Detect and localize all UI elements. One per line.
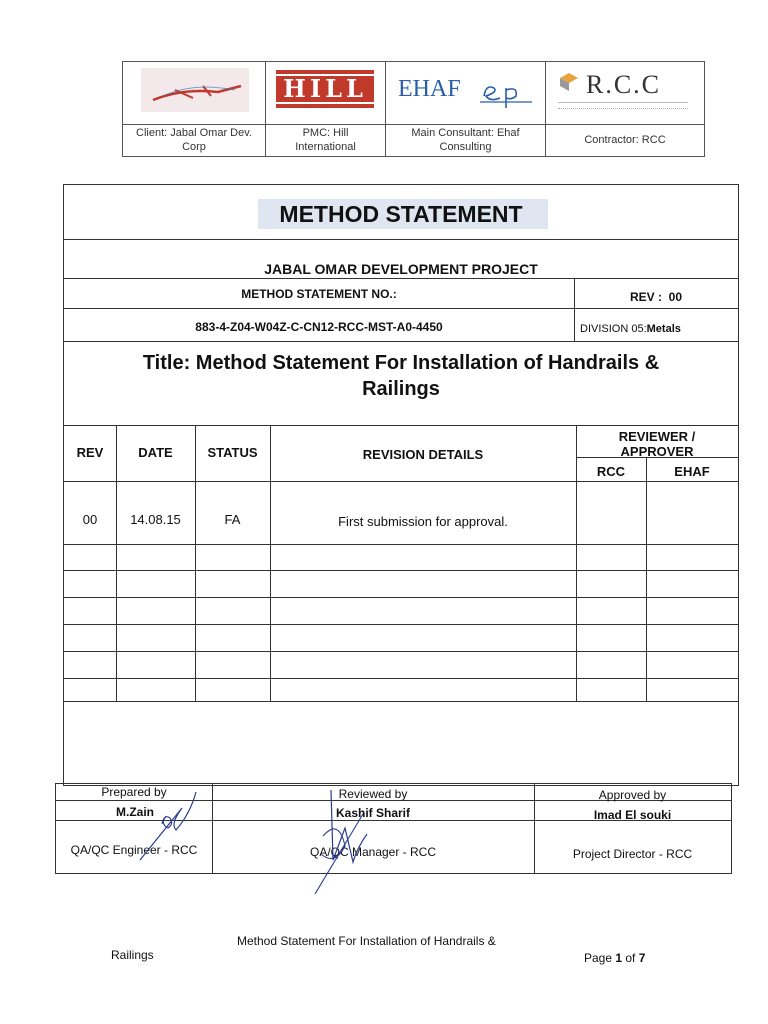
- page-title: METHOD STATEMENT: [279, 201, 523, 227]
- cell-status: FA: [224, 512, 241, 527]
- cell-date: 14.08.15: [130, 512, 181, 527]
- col-revision-details: REVISION DETAILS: [362, 447, 484, 462]
- reviewed-role: QA/QC Manager - RCC: [309, 845, 437, 859]
- rcc-logo-text: R.C.C: [586, 70, 662, 99]
- doc-title-line1: Title: Method Statement For Installation of Handrails &: [142, 352, 660, 374]
- page-prefix: Page: [584, 951, 616, 965]
- col-rev: REV: [76, 445, 104, 460]
- col-approver: APPROVER: [620, 444, 694, 459]
- prepared-role: QA/QC Engineer - RCC: [70, 843, 198, 857]
- client-logo: [123, 62, 265, 125]
- contractor-caption: Contractor: RCC: [584, 134, 666, 146]
- division: [580, 323, 681, 335]
- footer-title-line2: Railings: [111, 948, 154, 962]
- consultant-cell: [386, 62, 546, 156]
- hill-logo-text: HILL: [276, 76, 374, 102]
- empty-row-divider: [64, 678, 738, 679]
- col-reviewer: REVIEWER /: [618, 429, 696, 444]
- ehaf-logo-text: EHAF: [398, 76, 461, 102]
- approved-role: Project Director - RCC: [572, 847, 693, 861]
- empty-row-divider: [64, 701, 738, 702]
- prepared-name: M.Zain: [116, 805, 154, 819]
- ms-no-label: METHOD STATEMENT NO.:: [241, 287, 397, 301]
- page-number: [584, 951, 645, 965]
- empty-row-divider: [64, 651, 738, 652]
- ms-number: 883-4-Z04-W04Z-C-CN12-RCC-MST-A0-4450: [195, 320, 443, 334]
- ep-logo-icon: [476, 76, 536, 110]
- empty-row-divider: [64, 570, 738, 571]
- jabal-omar-logo-icon: [123, 62, 265, 122]
- cell-details: First submission for approval.: [338, 514, 508, 529]
- col-ehaf: EHAF: [674, 464, 710, 479]
- rcc-emblem-icon: [556, 70, 582, 94]
- division-name: Metals: [646, 323, 681, 335]
- cell-rev: 00: [82, 512, 98, 527]
- method-statement-form: [63, 184, 739, 786]
- hill-logo: [266, 62, 385, 125]
- page-of: of: [622, 951, 639, 965]
- pmc-caption: PMC: Hill International: [295, 127, 356, 153]
- empty-row-divider: [64, 544, 738, 545]
- reviewed-signature-icon: [305, 788, 385, 898]
- reviewed-label: Reviewed by: [338, 787, 408, 801]
- col-date: DATE: [138, 445, 173, 460]
- footer-title-line1: Method Statement For Installation of Handrails &: [237, 934, 496, 948]
- prepared-signature-icon: [100, 784, 210, 864]
- doc-title-line2: Railings: [362, 378, 440, 400]
- pmc-cell: [266, 62, 386, 156]
- page-total: 7: [638, 951, 646, 965]
- client-cell: [123, 62, 266, 156]
- col-status: STATUS: [207, 445, 258, 460]
- page-current: 1: [615, 951, 623, 965]
- rev-label: REV : 00: [629, 290, 683, 304]
- prepared-label: Prepared by: [101, 785, 167, 799]
- approved-label: Approved by: [598, 788, 667, 802]
- empty-row-divider: [64, 597, 738, 598]
- ehaf-logo: [386, 62, 545, 125]
- division-prefix: DIVISION 05:: [580, 323, 647, 335]
- rcc-logo: [546, 62, 704, 125]
- client-caption: Client: Jabal Omar Dev. Corp: [136, 127, 252, 153]
- consultant-caption: Main Consultant: Ehaf Consulting: [411, 127, 520, 153]
- approved-name: Imad El souki: [593, 808, 672, 822]
- contractor-cell: [546, 62, 704, 156]
- reviewed-name: Kashif Sharif: [335, 806, 410, 820]
- logo-strip: [122, 61, 705, 157]
- project-name: JABAL OMAR DEVELOPMENT PROJECT: [264, 261, 538, 277]
- col-rcc: RCC: [596, 464, 626, 479]
- empty-row-divider: [64, 624, 738, 625]
